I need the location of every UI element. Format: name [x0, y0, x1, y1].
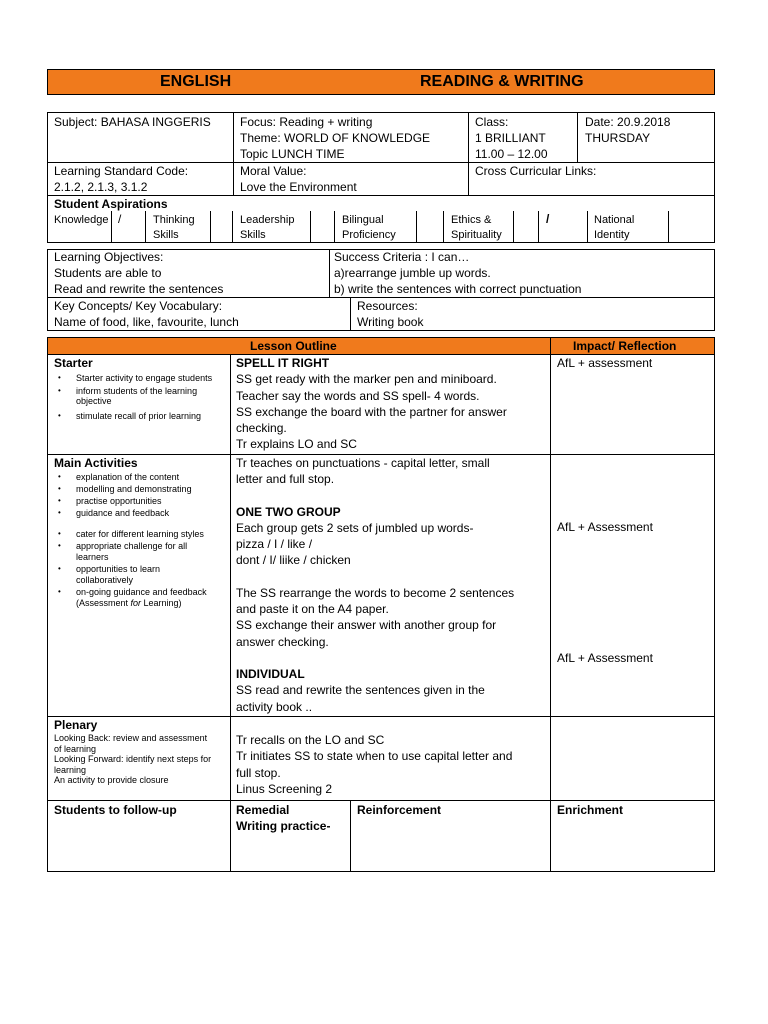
- starter-bullets: [54, 373, 226, 421]
- plenary-line: full stop.: [236, 765, 281, 780]
- aspiration-thinking-l1: Thinking: [153, 214, 195, 226]
- main-bullet: • opportunities to learn collaboratively: [54, 564, 226, 585]
- aspiration-ethics-l1: Ethics &: [451, 214, 492, 226]
- date-text: Date: 20.9.2018: [585, 115, 671, 129]
- plenary-line: Tr initiates SS to state when to use capital letter and: [236, 749, 513, 764]
- ls-codes: 2.1.2, 2.1.3, 3.1.2: [54, 180, 148, 195]
- starter-bullet: • inform students of the learning objective: [54, 386, 226, 407]
- impact-header: Impact/ Reflection: [573, 339, 677, 353]
- remedial-label: Remedial: [236, 803, 290, 817]
- rearrange-line-1: The SS rearrange the words to become 2 sentences: [236, 585, 515, 600]
- plenary-note: An activity to provide closure: [54, 775, 169, 786]
- starter-content: [236, 355, 507, 453]
- main-bullet: • modelling and demonstrating: [54, 484, 226, 495]
- rearrange-line-4: answer checking.: [236, 634, 329, 649]
- aspiration-knowledge-mark: /: [118, 212, 122, 226]
- aspiration-national: [594, 213, 634, 243]
- lo-line1: Students are able to: [54, 266, 162, 281]
- starter-line: checking.: [236, 421, 287, 436]
- main-title: Main Activities: [54, 456, 138, 470]
- rearrange-line-2: and paste it on the A4 paper.: [236, 602, 389, 617]
- plenary-content: [236, 732, 512, 797]
- aspiration-bilingual: [342, 213, 396, 243]
- rearrange-line-3: SS exchange their answer with another group for: [236, 618, 497, 633]
- reinforcement-label: Reinforcement: [357, 803, 442, 817]
- key-concepts-cell: [54, 298, 239, 330]
- starter-bullet: • stimulate recall of prior learning: [54, 411, 226, 422]
- aspiration-ethics: [451, 213, 502, 243]
- main-left: [54, 455, 226, 608]
- individual-line-1: SS read and rewrite the sentences given in the: [236, 683, 485, 698]
- main-bullet: • practise opportunities: [54, 496, 226, 507]
- starter-impact: AfL + assessment: [557, 356, 653, 370]
- plenary-title: Plenary: [54, 718, 98, 732]
- subject-text: Subject: BAHASA INGGERIS: [54, 115, 211, 129]
- aspiration-bilingual-l2: Proficiency: [342, 229, 396, 241]
- kc-label: Key Concepts/ Key Vocabulary:: [54, 299, 223, 313]
- class-time: 11.00 – 12.00: [475, 147, 548, 162]
- remedial-cell: [236, 802, 330, 834]
- moral-value: Love the Environment: [240, 180, 357, 195]
- plenary-note: Looking Back: review and assessment: [54, 733, 208, 744]
- starter-title: Starter: [54, 356, 93, 370]
- sc-label: Success Criteria : I can…: [334, 250, 470, 264]
- aspiration-thinking: [153, 213, 195, 243]
- aspirations-title: Student Aspirations: [54, 197, 168, 211]
- aspiration-leadership-l1: Leadership: [240, 214, 295, 226]
- starter-line: Teacher say the words and SS spell- 4 words.: [236, 388, 480, 403]
- main-intro-2: letter and full stop.: [236, 472, 335, 487]
- sc-b: b) write the sentences with correct punctuation: [334, 282, 582, 297]
- individual-line-2: activity book ..: [236, 699, 313, 714]
- plenary-line: Linus Screening 2: [236, 781, 333, 796]
- aspiration-national-l1: National: [594, 214, 635, 226]
- followup-title: Students to follow-up: [54, 803, 177, 817]
- aspiration-national-l2: Identity: [594, 229, 630, 241]
- plenary-note: learning: [54, 764, 87, 775]
- title-subject: ENGLISH: [160, 73, 232, 90]
- learning-standard-cell: [54, 163, 188, 195]
- starter-left: [54, 355, 226, 421]
- aspiration-ethics-l2: Spirituality: [451, 229, 502, 241]
- main-bullet: • appropriate challenge for all learners: [54, 541, 226, 562]
- main-bullet-last-2b: for: [130, 597, 142, 608]
- main-bullet: • explanation of the content: [54, 472, 226, 483]
- main-bullet-last-1: on-going guidance and feedback: [76, 587, 207, 598]
- main-bullet: • cater for different learning styles: [54, 529, 226, 540]
- aspiration-knowledge: Knowledge: [54, 214, 109, 226]
- plenary-note: of learning: [54, 743, 97, 754]
- main-impact-2: AfL + Assessment: [557, 651, 653, 665]
- res-value: Writing book: [357, 315, 424, 330]
- main-bullets-b: [54, 529, 226, 609]
- objectives-cell: [54, 249, 223, 298]
- plenary-note: Looking Forward: identify next steps for: [54, 754, 212, 765]
- class-cell: [475, 114, 548, 163]
- lo-label: Learning Objectives:: [54, 250, 164, 264]
- individual-heading: INDIVIDUAL: [236, 666, 305, 681]
- main-content: [236, 455, 514, 715]
- plenary-left: [54, 717, 226, 786]
- focus-text: Focus: Reading + writing: [240, 115, 373, 129]
- title-bar: [47, 69, 715, 95]
- aspiration-thinking-l2: Skills: [153, 229, 179, 241]
- aspiration-bilingual-l1: Bilingual: [342, 214, 384, 226]
- sc-a: a)rearrange jumble up words.: [334, 266, 491, 281]
- cross-curricular-cell: [475, 163, 596, 179]
- lesson-outline-header: Lesson Outline: [250, 339, 337, 353]
- main-impact-1: AfL + Assessment: [557, 520, 653, 534]
- main-bullets-a: [54, 472, 226, 519]
- kc-value: Name of food, like, favourite, lunch: [54, 315, 239, 330]
- moral-label: Moral Value:: [240, 164, 307, 178]
- moral-cell: [240, 163, 357, 195]
- enrichment-label: Enrichment: [557, 803, 624, 817]
- aspiration-ethics-mark: /: [546, 212, 550, 226]
- class-label: Class:: [475, 115, 509, 129]
- starter-line: Tr explains LO and SC: [236, 437, 357, 452]
- class-name: 1 BRILLIANT: [475, 131, 546, 146]
- group-line-2: pizza / I / like /: [236, 537, 313, 552]
- plenary-line: Tr recalls on the LO and SC: [236, 733, 385, 747]
- res-label: Resources:: [357, 299, 418, 313]
- cross-label: Cross Curricular Links:: [475, 164, 597, 178]
- subject-cell: [54, 114, 211, 130]
- day-text: THURSDAY: [585, 131, 651, 146]
- starter-line: SS get ready with the marker pen and miniboard.: [236, 372, 497, 387]
- topic-text: Topic LUNCH TIME: [240, 147, 345, 162]
- starter-heading: SPELL IT RIGHT: [236, 356, 330, 370]
- theme-text: Theme: WORLD OF KNOWLEDGE: [240, 131, 431, 146]
- starter-bullet: • Starter activity to engage students: [54, 373, 226, 384]
- main-bullet: • guidance and feedback: [54, 508, 226, 519]
- focus-cell: [240, 114, 430, 163]
- resources-cell: [357, 298, 423, 330]
- lo-line2: Read and rewrite the sentences: [54, 282, 224, 297]
- ls-label: Learning Standard Code:: [54, 164, 189, 178]
- date-cell: [585, 114, 670, 146]
- main-bullet-last-2a: (Assessment: [76, 597, 131, 608]
- group-heading: ONE TWO GROUP: [236, 504, 341, 519]
- aspiration-leadership: [240, 213, 294, 243]
- aspiration-leadership-l2: Skills: [240, 229, 266, 241]
- main-bullet: [54, 587, 226, 608]
- remedial-value: Writing practice-: [236, 819, 331, 834]
- main-intro-1: Tr teaches on punctuations - capital letter, small: [236, 456, 490, 470]
- main-bullet-last-2c: Learning): [141, 597, 182, 608]
- group-line-3: dont / I/ liike / chicken: [236, 553, 351, 568]
- group-line-1: Each group gets 2 sets of jumbled up words-: [236, 520, 474, 535]
- success-criteria-cell: [334, 249, 581, 298]
- title-skill: READING & WRITING: [420, 73, 584, 90]
- starter-line: SS exchange the board with the partner for answer: [236, 404, 507, 419]
